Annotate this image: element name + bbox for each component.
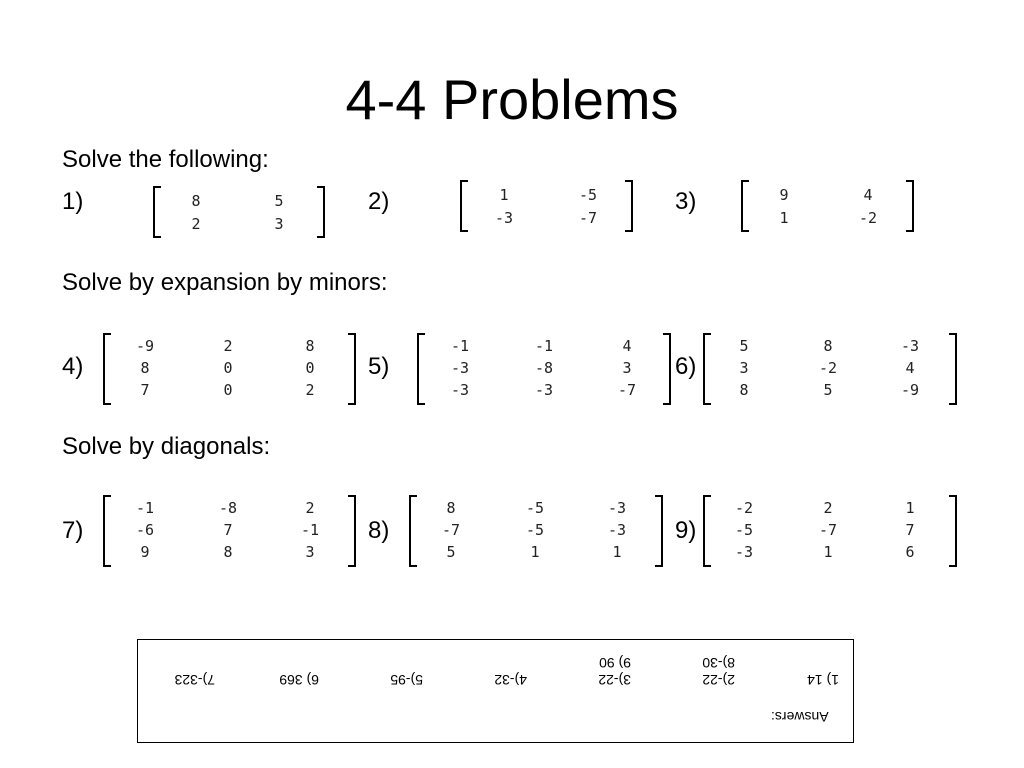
- answer-7: 7)-323: [174, 672, 215, 688]
- matrix-cell: 0: [223, 359, 233, 377]
- matrix-cell: -2: [858, 209, 878, 227]
- matrix-1: [153, 186, 325, 238]
- matrix-row: [703, 379, 957, 401]
- matrix-cell: 0: [223, 381, 233, 399]
- matrix-cell: 9: [779, 186, 789, 204]
- matrix-cell: -3: [450, 381, 470, 399]
- section-heading-diagonals: Solve by diagonals:: [62, 433, 271, 460]
- matrix-cell: -3: [900, 337, 920, 355]
- matrix-cell: 1: [779, 209, 789, 227]
- matrix-row: [409, 541, 663, 563]
- matrix-cell: 3: [305, 543, 315, 561]
- matrix-cell: -1: [534, 337, 554, 355]
- matrix-cell: 2: [191, 215, 201, 233]
- matrix-cell: 8: [191, 192, 201, 210]
- matrix-cell: -3: [450, 359, 470, 377]
- matrix-cell: 2: [305, 499, 315, 517]
- matrix-7: [103, 495, 356, 567]
- answer-3: 3)-22: [598, 672, 631, 688]
- problem-label-7: 7): [62, 517, 84, 544]
- matrix-row: [703, 519, 957, 541]
- problem-label-4: 4): [62, 353, 84, 380]
- matrix-cell: 4: [905, 359, 915, 377]
- matrix-cell: 5: [274, 192, 284, 210]
- matrix-cell: -7: [818, 521, 838, 539]
- matrix-cell: 5: [739, 337, 749, 355]
- matrix-cell: 3: [622, 359, 632, 377]
- answers-heading: Answers:: [771, 709, 829, 725]
- matrix-cell: 2: [305, 381, 315, 399]
- matrix-row: [741, 207, 914, 229]
- matrix-row: [703, 541, 957, 563]
- matrix-cell: -9: [900, 381, 920, 399]
- matrix-cell: 1: [499, 186, 509, 204]
- matrix-cell: -3: [607, 521, 627, 539]
- matrix-cell: -3: [534, 381, 554, 399]
- matrix-3: [741, 180, 914, 232]
- matrix-cell: 7: [905, 521, 915, 539]
- matrix-cell: 6: [905, 543, 915, 561]
- matrix-row: [741, 184, 914, 206]
- matrix-cell: -3: [734, 543, 754, 561]
- matrix-cell: -7: [578, 209, 598, 227]
- problem-label-3: 3): [675, 188, 697, 215]
- page-title: 4-4 Problems: [345, 68, 679, 131]
- section-heading-minors: Solve by expansion by minors:: [62, 269, 388, 296]
- matrix-row: [703, 497, 957, 519]
- matrix-cell: -7: [441, 521, 461, 539]
- matrix-cell: 7: [223, 521, 233, 539]
- matrix-row: [153, 190, 325, 212]
- matrix-row: [103, 335, 356, 357]
- matrix-row: [103, 541, 356, 563]
- matrix-cell: 1: [612, 543, 622, 561]
- matrix-row: [460, 207, 633, 229]
- matrix-cell: -2: [734, 499, 754, 517]
- matrix-cell: 4: [863, 186, 873, 204]
- matrix-cell: -3: [494, 209, 514, 227]
- matrix-cell: 8: [305, 337, 315, 355]
- matrix-row: [703, 357, 957, 379]
- answer-4: 4)-32: [494, 672, 527, 688]
- matrix-row: [103, 379, 356, 401]
- matrix-cell: 3: [739, 359, 749, 377]
- problem-label-1: 1): [62, 188, 84, 215]
- answer-6: 6) 369: [279, 672, 319, 688]
- matrix-cell: -5: [578, 186, 598, 204]
- answers-content-rotated: [138, 640, 853, 742]
- matrix-cell: 8: [739, 381, 749, 399]
- matrix-row: [417, 335, 671, 357]
- matrix-cell: 5: [446, 543, 456, 561]
- problem-label-2: 2): [368, 188, 390, 215]
- answer-2: 2)-22: [702, 672, 735, 688]
- matrix-row: [703, 335, 957, 357]
- matrix-cell: 1: [823, 543, 833, 561]
- matrix-row: [409, 519, 663, 541]
- matrix-cell: -1: [135, 499, 155, 517]
- matrix-cell: 7: [140, 381, 150, 399]
- problem-label-6: 6): [675, 353, 697, 380]
- matrix-row: [417, 357, 671, 379]
- matrix-cell: 8: [223, 543, 233, 561]
- matrix-cell: -5: [734, 521, 754, 539]
- matrix-cell: -5: [525, 521, 545, 539]
- problem-label-9: 9): [675, 517, 697, 544]
- matrix-cell: 2: [223, 337, 233, 355]
- matrix-row: [103, 519, 356, 541]
- matrix-cell: -8: [218, 499, 238, 517]
- matrix-row: [460, 184, 633, 206]
- matrix-cell: 1: [530, 543, 540, 561]
- section-heading-solve: Solve the following:: [62, 146, 269, 173]
- matrix-cell: -1: [300, 521, 320, 539]
- matrix-cell: 3: [274, 215, 284, 233]
- matrix-cell: -1: [450, 337, 470, 355]
- matrix-cell: 8: [823, 337, 833, 355]
- matrix-cell: -9: [135, 337, 155, 355]
- matrix-cell: 5: [823, 381, 833, 399]
- matrix-cell: 8: [140, 359, 150, 377]
- answer-1: 1) 14: [807, 672, 839, 688]
- matrix-cell: -5: [525, 499, 545, 517]
- answer-5: 5)-95: [390, 672, 423, 688]
- matrix-row: [153, 213, 325, 235]
- matrix-4: [103, 333, 356, 405]
- matrix-cell: -2: [818, 359, 838, 377]
- matrix-row: [103, 497, 356, 519]
- answer-9: 9) 90: [599, 655, 631, 671]
- matrix-row: [417, 379, 671, 401]
- matrix-8: [409, 495, 663, 567]
- answers-box: [137, 639, 854, 743]
- matrix-cell: 9: [140, 543, 150, 561]
- matrix-cell: -7: [617, 381, 637, 399]
- matrix-cell: -3: [607, 499, 627, 517]
- matrix-5: [417, 333, 671, 405]
- problem-label-8: 8): [368, 517, 390, 544]
- matrix-cell: 8: [446, 499, 456, 517]
- matrix-cell: 1: [905, 499, 915, 517]
- matrix-cell: 4: [622, 337, 632, 355]
- matrix-cell: -6: [135, 521, 155, 539]
- matrix-cell: 2: [823, 499, 833, 517]
- problem-label-5: 5): [368, 353, 390, 380]
- answer-8: 8)-30: [702, 655, 735, 671]
- matrix-9: [703, 495, 957, 567]
- matrix-row: [409, 497, 663, 519]
- matrix-2: [460, 180, 633, 232]
- matrix-cell: -8: [534, 359, 554, 377]
- matrix-6: [703, 333, 957, 405]
- matrix-cell: 0: [305, 359, 315, 377]
- matrix-row: [103, 357, 356, 379]
